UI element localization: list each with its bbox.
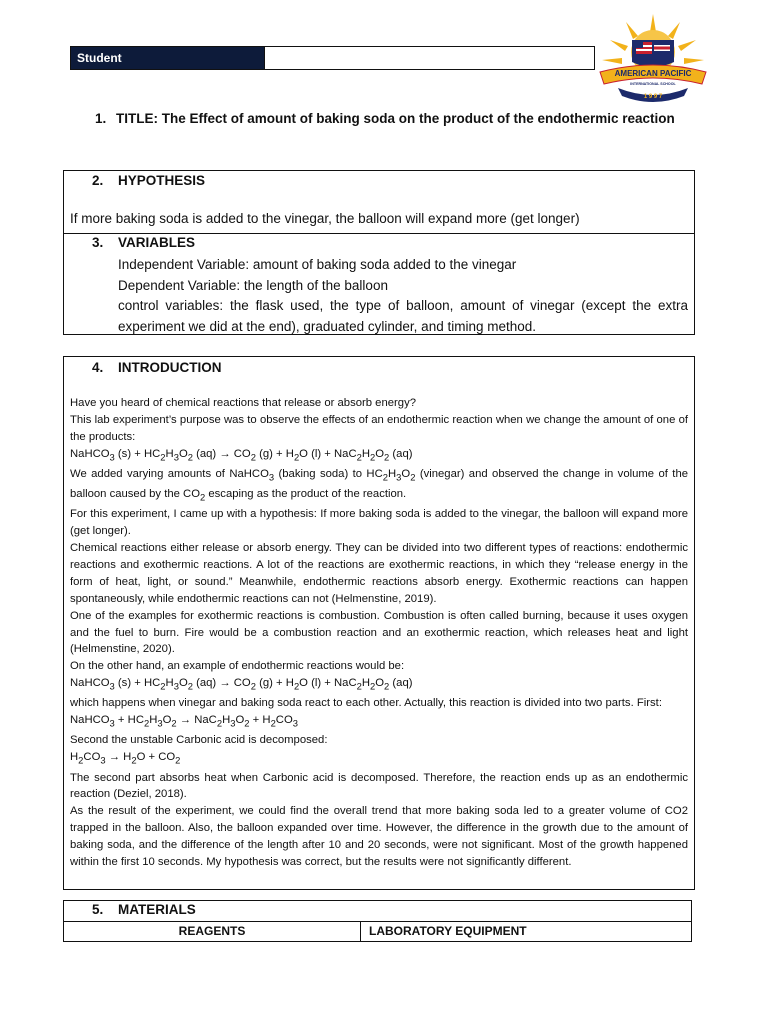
equation-second-step: $H_2CO_3 \to H_2O + CO_2$ [70, 751, 181, 766]
student-bar [70, 46, 595, 70]
independent-variable: Independent Variable: amount of baking soda added to the vinegar [118, 257, 517, 272]
equipment-column-header: LABORATORY EQUIPMENT [369, 924, 527, 938]
equation-first-step: NaHCO$_3$ + $HC_2H_3O_2 \to NaC_2H_3O_2 + H_2CO_3$ [70, 714, 298, 729]
intro-paragraph: For this experiment, I came up with a hypothesis: If more baking soda is added to the vinegar, the balloon will expand more (get longer). [70, 508, 688, 538]
student-label: Student [71, 47, 264, 69]
svg-text:INTERNATIONAL SCHOOL: INTERNATIONAL SCHOOL [630, 82, 676, 86]
equation-overall: NaHCO$_3$ $(s) + HC_2H_3O_2$ $(aq) \to CO_2$ $(g) + H_2O$ $(l) + NaC_2H_2O_2$ (aq) [70, 677, 413, 692]
intro-paragraph: On the other hand, an example of endothermic reactions would be: [70, 660, 405, 673]
title-text: TITLE: The Effect of amount of baking soda on the product of the endothermic reaction [116, 111, 675, 126]
materials-box [63, 900, 692, 942]
title-section [95, 108, 695, 129]
intro-paragraph: We added varying amounts of NaHCO$_3$ (baking soda) to $HC_2H_3O_2$ (vinegar) and observed the change in volume of the balloon caused by the $CO_2$ escaping as the product of the reaction. [70, 467, 689, 503]
svg-text:1 9 9 7: 1 9 9 7 [643, 94, 663, 100]
control-variables: control variables: the flask used, the type of balloon, amount of vinegar (except the extra experiment we did at the end), graduated cylinder, and timing method. [118, 298, 688, 334]
intro-paragraph: Chemical reactions either release or absorb energy. They can be divided into two different types of reactions: endothermic reactions and exothermic reactions. A lot of the reactions are exothermic reactions, in which they “release energy in the form of heat, light, or sound.” Meanwhile, endothermic reactions absorb energy. Exothermic reactions can happen spontaneously, while endothermic reactions can not (Helmenstine, 2019). [70, 542, 688, 605]
hypothesis-text: If more baking soda is added to the vinegar, the balloon will expand more (get longer) [70, 211, 580, 226]
equation-overall: NaHCO$_3$ $(s) + HC_2H_3O_2$ $(aq) \to CO_2$ $(g) + H_2O$ $(l) + NaC_2H_2O_2$ (aq) [70, 447, 413, 462]
reagents-column-header: REAGENTS [64, 922, 361, 942]
intro-paragraph: One of the examples for exothermic reactions is combustion. Combustion is often called burning, because it uses oxygen and the fuel to burn. Fire would be a combustion reaction and an exothermic reaction, which releases heat and light (Helmenstine, 2020). [70, 609, 688, 656]
svg-text:AMERICAN PACIFIC: AMERICAN PACIFIC [614, 69, 692, 78]
student-name-field[interactable] [264, 47, 594, 69]
intro-paragraph: The second part absorbs heat when Carbonic acid is decomposed. Therefore, the reaction ends up as an endothermic reaction (Deziel, 2018). [70, 771, 688, 801]
intro-paragraph: As the result of the experiment, we could find the overall trend that more baking soda led to a greater volume of CO2 trapped in the balloon. Also, the balloon expanded over time. However, the difference in the growth due to the amount of baking soda, and the difference of the length after 10 and 20 seconds, were not significant. Most of the growth happened within the first 10 seconds. My hypothesis was correct, but the results were not significantly different. [70, 805, 688, 869]
intro-paragraph: This lab experiment’s purpose was to observe the effects of an endothermic reaction when we change the amount of one of the products: [70, 413, 688, 443]
materials-heading: 5. MATERIALS [92, 902, 196, 917]
intro-paragraph: Second the unstable Carbonic acid is decomposed: [70, 734, 328, 747]
dependent-variable: Dependent Variable: the length of the balloon [118, 277, 388, 293]
variables-box [63, 233, 695, 335]
intro-paragraph: which happens when vinegar and baking soda react to each other. Actually, this reaction is divided into two parts. First: [70, 697, 662, 710]
title-number: 1. [95, 111, 107, 126]
intro-paragraph: Have you heard of chemical reactions that release or absorb energy? [70, 397, 417, 409]
introduction-heading: 4. INTRODUCTION [92, 360, 222, 375]
materials-header-row [64, 921, 691, 942]
introduction-box [63, 356, 695, 890]
hypothesis-heading: 2. HYPOTHESIS [92, 173, 206, 188]
variables-heading: 3. VARIABLES [92, 235, 196, 250]
variables-list [118, 255, 688, 337]
hypothesis-box [63, 170, 695, 234]
school-logo [596, 10, 710, 106]
introduction-body [70, 395, 688, 871]
